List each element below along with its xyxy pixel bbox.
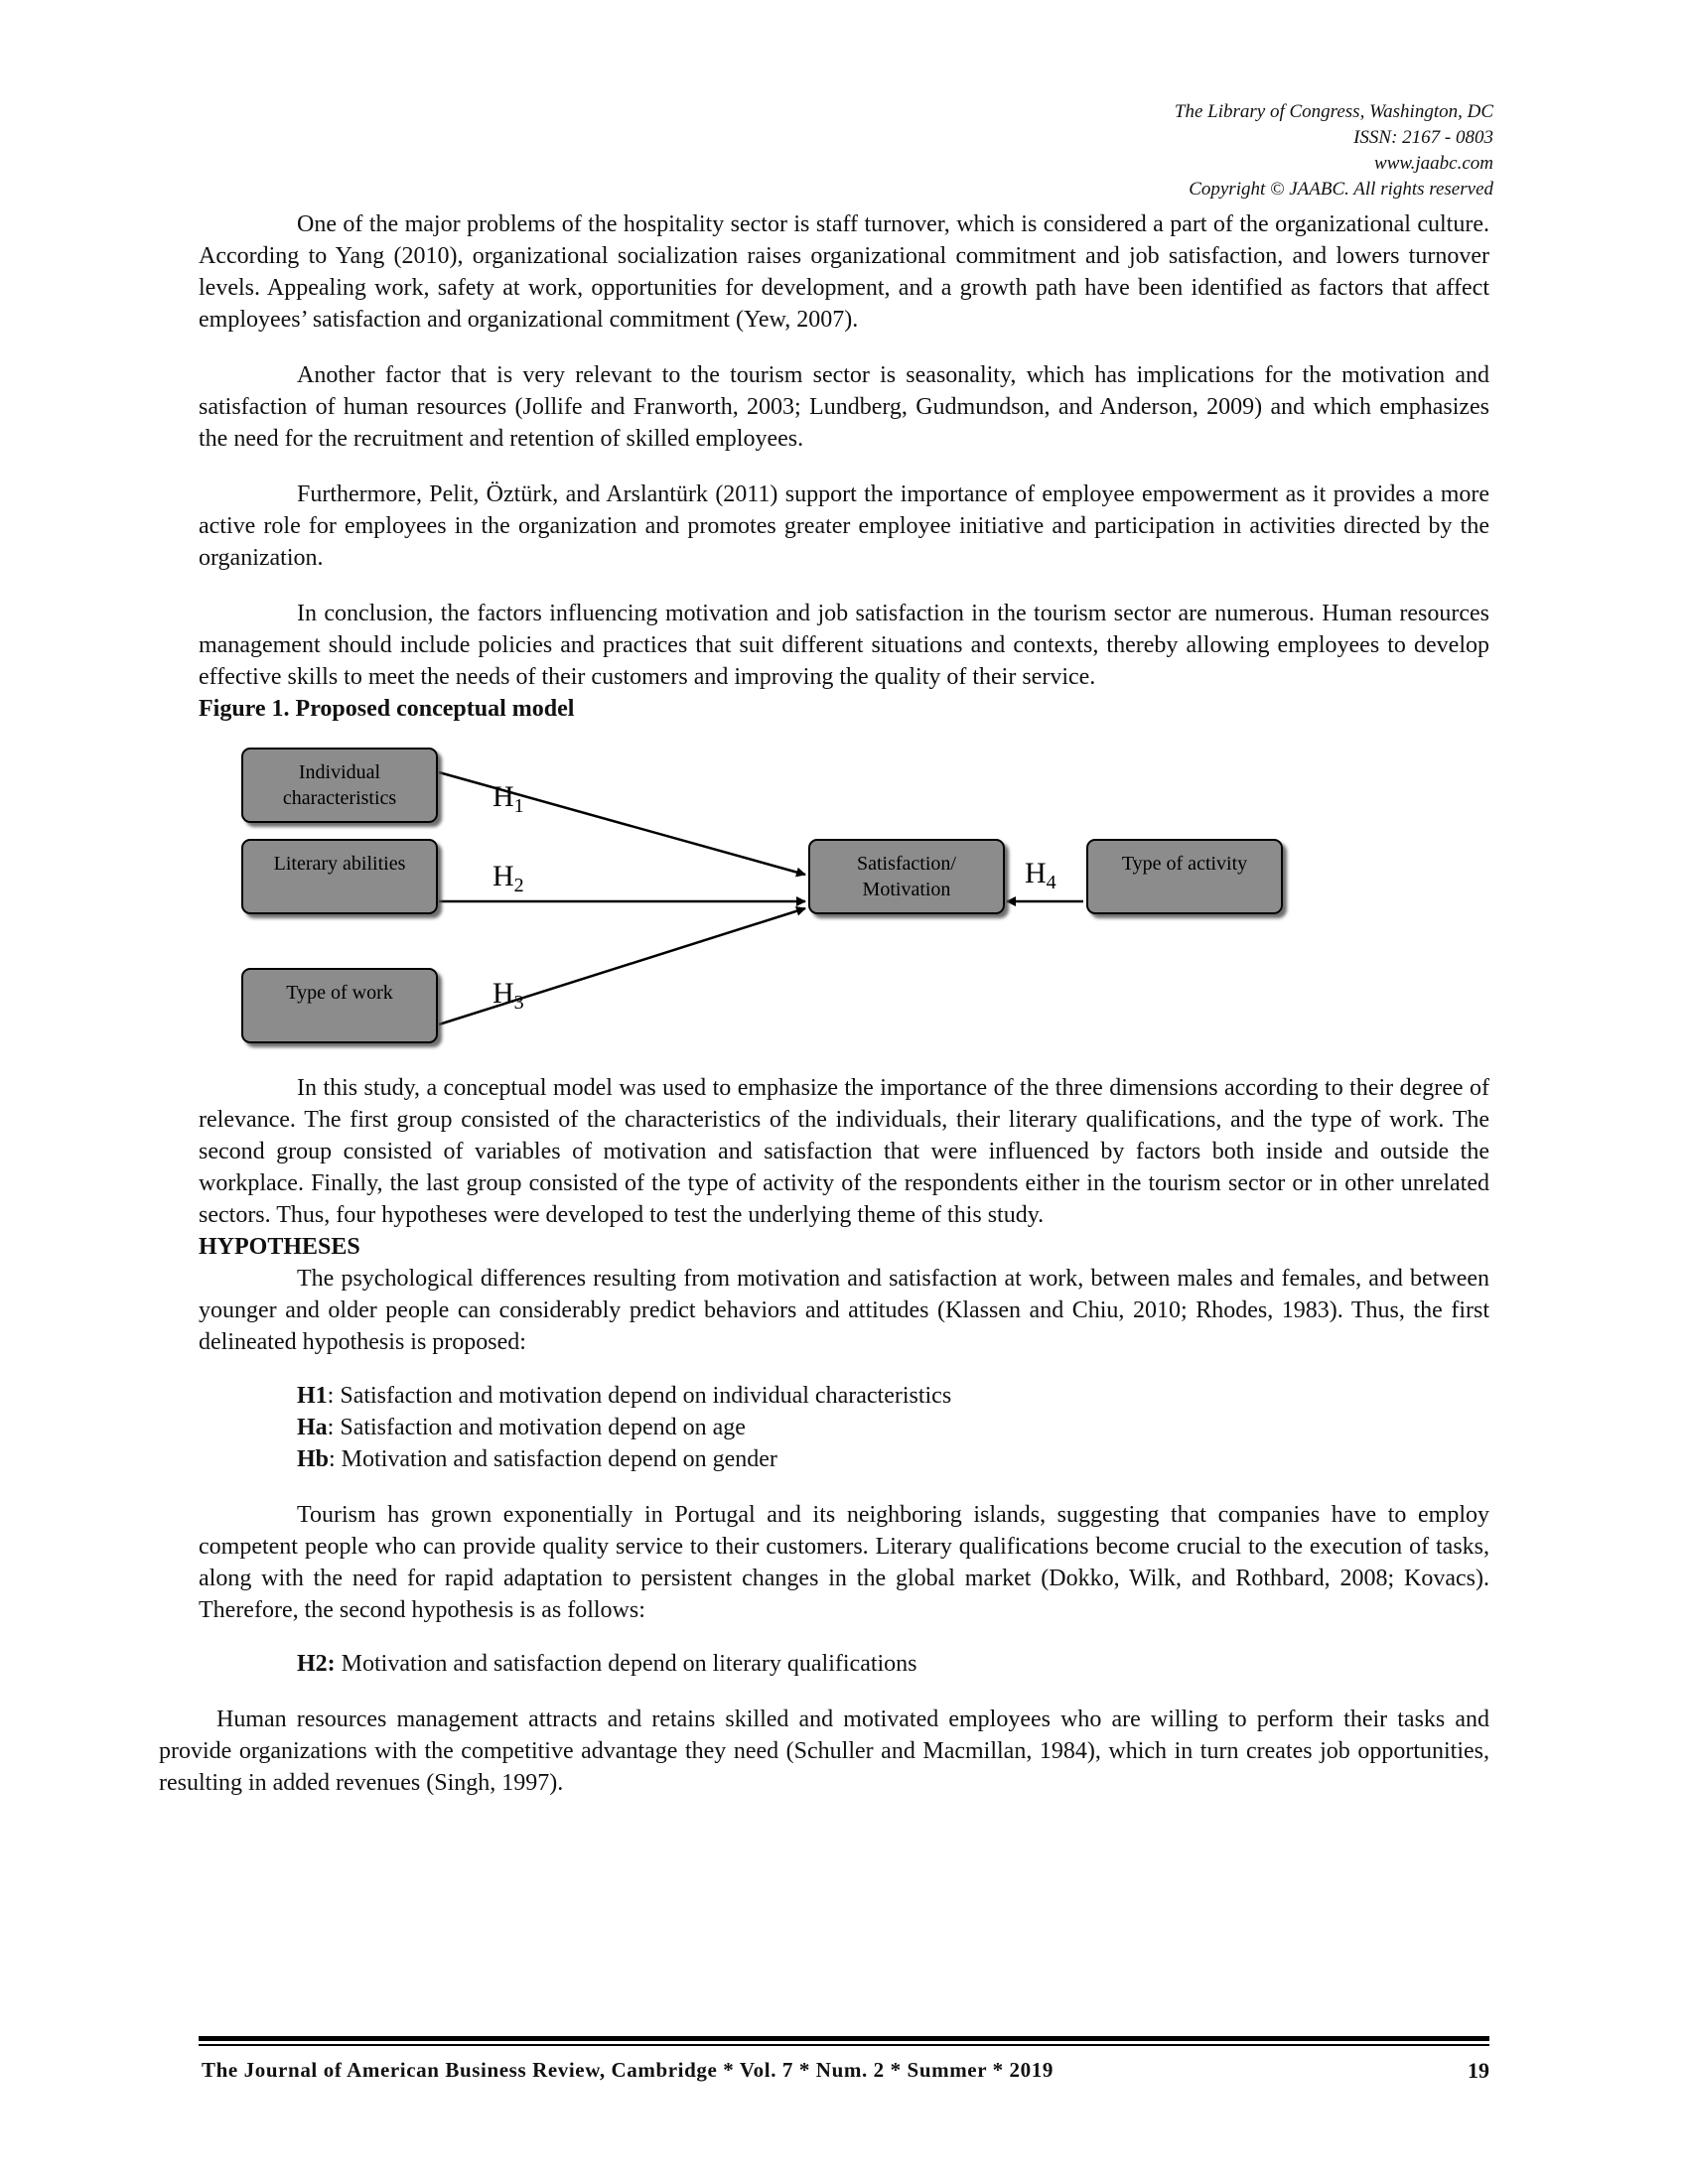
label-individual-line1: Individual <box>298 761 381 783</box>
paragraph-conclusion: In conclusion, the factors influencing motivation and job satisfaction in the tourism sector are numerous. Human resources management should include policies and practices that suit different situations and contexts, thereby allowing employees to develop effective skills to meet the needs of their customers and improving the quality of their service. <box>199 601 1489 690</box>
footer-rule-thin <box>199 2044 1489 2046</box>
paragraph-human-resources: Human resources management attracts and retains skilled and motivated employees who are willing to perform their tasks and provide organizations with the competitive advantage they need (Schuller and Macmillan, 1984), which in turn creates job opportunities, resulting in added revenues (Singh, 1997). <box>159 1706 1489 1796</box>
hypothesis-h1-text: : Satisfaction and motivation depend on individual characteristics <box>327 1383 952 1409</box>
label-type-of-activity: Type of activity <box>1121 853 1248 875</box>
conceptual-model-diagram <box>199 741 1489 1058</box>
label-satisfaction-line2: Motivation <box>862 879 951 900</box>
label-type-of-work: Type of work <box>286 982 393 1004</box>
label-individual-line2: characteristics <box>282 787 397 809</box>
label-literary-abilities: Literary abilities <box>273 853 406 875</box>
conceptual-model-figure <box>199 741 1489 1058</box>
header-library: The Library of Congress, Washington, DC <box>1174 101 1493 122</box>
paragraph-seasonality: Another factor that is very relevant to the tourism sector is seasonality, which has implications for the motivation and satisfaction of human resources (Jollife and Franworth, 2003; Lundberg, Gudmundson, and Anderson, 2009) and which emphasizes the need for the recruitment and retention of skilled employees. <box>199 362 1489 452</box>
hypothesis-hb-label: Hb <box>297 1446 330 1472</box>
article-body <box>159 208 1489 1799</box>
hypothesis-ha-text: : Satisfaction and motivation depend on age <box>327 1415 746 1440</box>
box-individual-characteristics <box>242 749 437 822</box>
header-website: www.jaabc.com <box>1374 153 1493 174</box>
paragraph-empowerment: Furthermore, Pelit, Öztürk, and Arslantürk (2011) support the importance of employee empowerment as it provides a more active role for employees in the organization and promotes greater employee initiative and participation in activities directed by the organization. <box>199 481 1489 571</box>
box-literary-abilities <box>242 840 437 913</box>
hypothesis-hb-text: : Motivation and satisfaction depend on gender <box>329 1446 777 1472</box>
hypothesis-label-h3: $H_3$ <box>492 977 524 1014</box>
hypothesis-ha-label: Ha <box>297 1415 328 1440</box>
hypothesis-hb <box>297 1443 1489 1475</box>
section-heading-hypotheses: HYPOTHESES <box>199 1234 360 1260</box>
page-number: 19 <box>1468 2058 1489 2083</box>
hypothesis-label-h2: $H_2$ <box>492 860 524 896</box>
box-type-of-activity <box>1087 840 1282 913</box>
hypothesis-h2-text: Motivation and satisfaction depend on literary qualifications <box>335 1651 917 1677</box>
hypothesis-label-h4: $H_4$ <box>1025 857 1056 893</box>
box-type-of-work <box>242 969 437 1042</box>
header-copyright: Copyright © JAABC. All rights reserved <box>1189 179 1493 200</box>
footer-rule-thick <box>199 2036 1489 2041</box>
hypothesis-h1-label: H1 <box>297 1383 328 1409</box>
paragraph-staff-turnover: One of the major problems of the hospitality sector is staff turnover, which is considered a part of the organizational culture. According to Yang (2010), organizational socialization raises organizational commitment and job satisfaction, and lowers turnover levels. Appealing work, safety at work, opportunities for development, and a growth path have been identified as factors that affect employees’ satisfaction and organizational commitment (Yew, 2007). <box>199 211 1489 333</box>
figure-title: Figure 1. Proposed conceptual model <box>199 696 575 722</box>
hypothesis-ha <box>297 1412 1489 1443</box>
paragraph-tourism-growth: Tourism has grown exponentially in Portugal and its neighboring islands, suggesting that companies have to employ competent people who can provide quality service to their customers. Literary qualifications become crucial to the execution of tasks, along with the need for rapid adaptation to persistent changes in the global market (Dokko, Wilk, and Rothbard, 2008; Kovacs). Therefore, the second hypothesis is as follows: <box>199 1502 1489 1623</box>
hypothesis-list <box>199 1380 1489 1475</box>
hypothesis-h2 <box>297 1648 1489 1680</box>
hypothesis-h2-statement <box>199 1648 1489 1680</box>
box-satisfaction-motivation <box>809 840 1004 913</box>
running-header <box>1175 99 1493 203</box>
footer-journal-info: The Journal of American Business Review, Cambridge * Vol. 7 * Num. 2 * Summer * 2019 <box>202 2058 1054 2082</box>
paragraph-conceptual-model: In this study, a conceptual model was used to emphasize the importance of the three dimensions according to their degree of relevance. The first group consisted of the characteristics of the individuals, their literary qualifications, and the type of work. The second group consisted of variables of motivation and satisfaction that were influenced by factors both inside and outside the workplace. Finally, the last group consisted of the type of activity of the respondents either in the tourism sector or in other unrelated sectors. Thus, four hypotheses were developed to test the underlying theme of this study. <box>199 1075 1489 1228</box>
header-issn: ISSN: 2167 - 0803 <box>1353 127 1493 148</box>
hypothesis-h2-label: H2: <box>297 1651 336 1677</box>
label-satisfaction-line1: Satisfaction/ <box>857 853 956 875</box>
hypothesis-h1 <box>297 1380 1489 1412</box>
hypothesis-label-h1: $H_1$ <box>492 780 524 817</box>
paragraph-psychological-differences: The psychological differences resulting from motivation and satisfaction at work, between males and females, and between younger and older people can considerably predict behaviors and attitudes (Klassen and Chiu, 2010; Rhodes, 1983). Thus, the first delineated hypothesis is proposed: <box>199 1266 1489 1355</box>
